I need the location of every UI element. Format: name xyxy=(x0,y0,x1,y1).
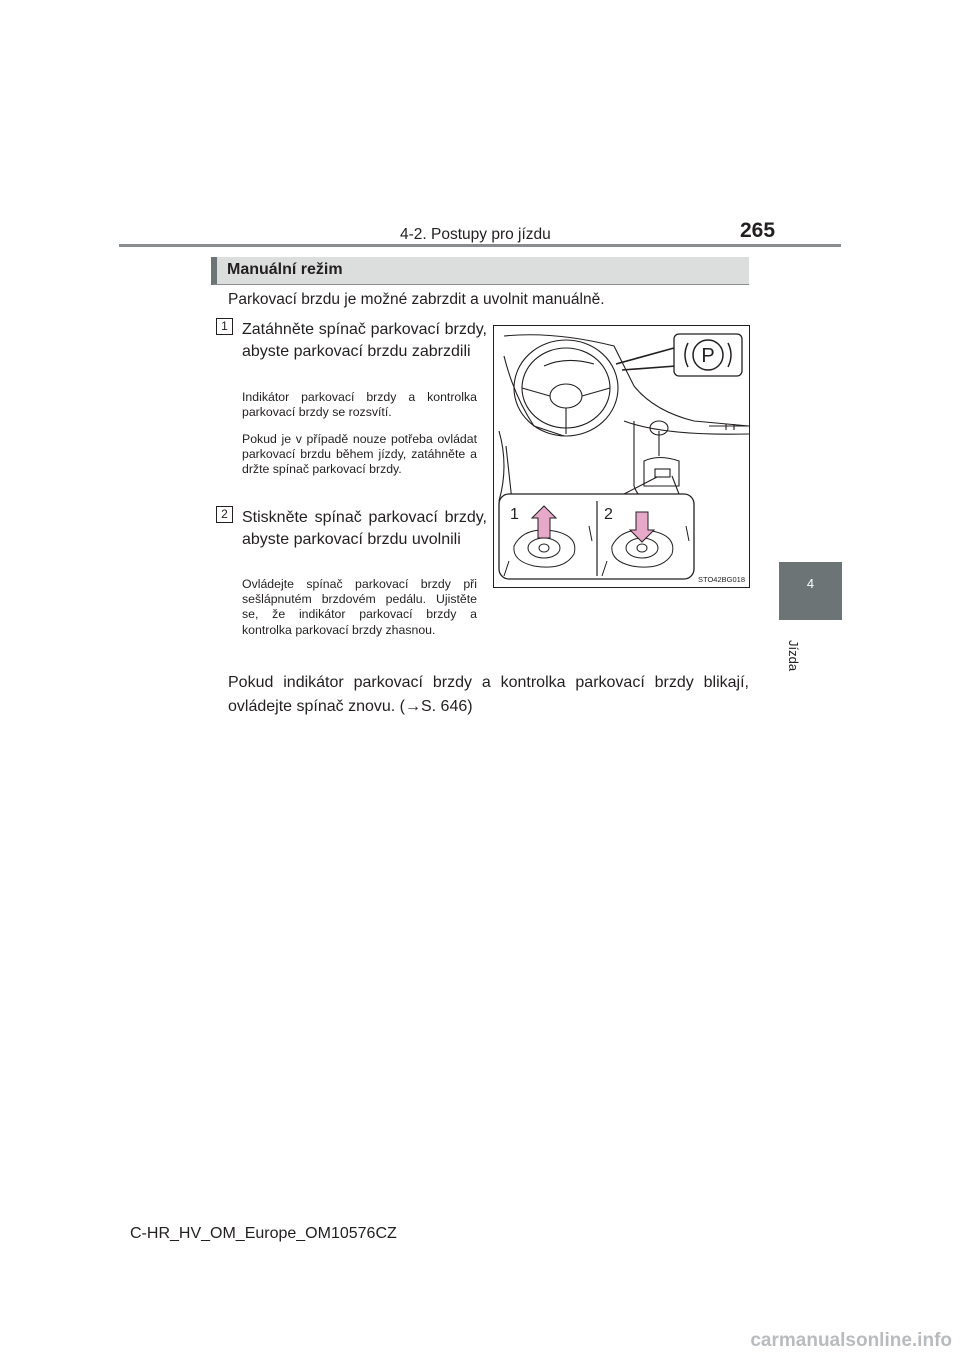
figure-code: STO42BG018 xyxy=(698,575,745,584)
step-1-note-2: Pokud je v případě nouze potřeba ovládat parkovací brzdu během jízdy, zatáhněte a držte spínač parkovací brzdy. xyxy=(242,432,477,477)
illustration-drawing xyxy=(494,326,749,587)
chapter-number: 4 xyxy=(806,576,815,591)
step-1-number: 1 xyxy=(216,318,233,335)
step-2-note-1: Ovládejte spínač parkovací brzdy při sešlápnutém brzdovém pedálu. Ujistěte se, že indikátor parkovací brzdy a kontrolka parkovací brzdy zhasnou. xyxy=(242,577,477,637)
section-heading xyxy=(211,257,749,285)
chapter-label xyxy=(783,640,807,680)
intro-text: Parkovací brzdu je možné zabrzdit a uvolnit manuálně. xyxy=(228,291,605,308)
chapter-tab xyxy=(779,562,842,620)
page-number: 265 xyxy=(740,219,776,242)
step-1-note-1: Indikátor parkovací brzdy a kontrolka parkovací brzdy se rozsvítí. xyxy=(242,390,477,420)
document-footer: C-HR_HV_OM_Europe_OM10576CZ xyxy=(130,1225,397,1242)
step-2-number: 2 xyxy=(216,506,233,523)
section-heading-text: Manuální režim xyxy=(227,261,343,278)
p-symbol: P xyxy=(701,345,715,367)
figure-label-1: 1 xyxy=(510,506,519,523)
figure-label-2: 2 xyxy=(604,506,613,523)
parking-brake-illustration xyxy=(493,325,750,588)
step-2-text: Stiskněte spínač parkovací brzdy, abyste parkovací brzdu uvolnili xyxy=(242,509,487,548)
final-note: Pokud indikátor parkovací brzdy a kontrolka parkovací brzdy blikají, ovládejte spínač znovu. (→S. 646) xyxy=(228,674,749,715)
section-title: 4-2. Postupy pro jízdu xyxy=(400,226,551,243)
watermark: carmanualsonline.info xyxy=(750,1330,952,1351)
step-1-text: Zatáhněte spínač parkovací brzdy, abyste parkovací brzdu zabrzdili xyxy=(242,321,487,360)
chapter-label-text: Jízda xyxy=(786,640,801,672)
header-divider xyxy=(119,244,841,247)
